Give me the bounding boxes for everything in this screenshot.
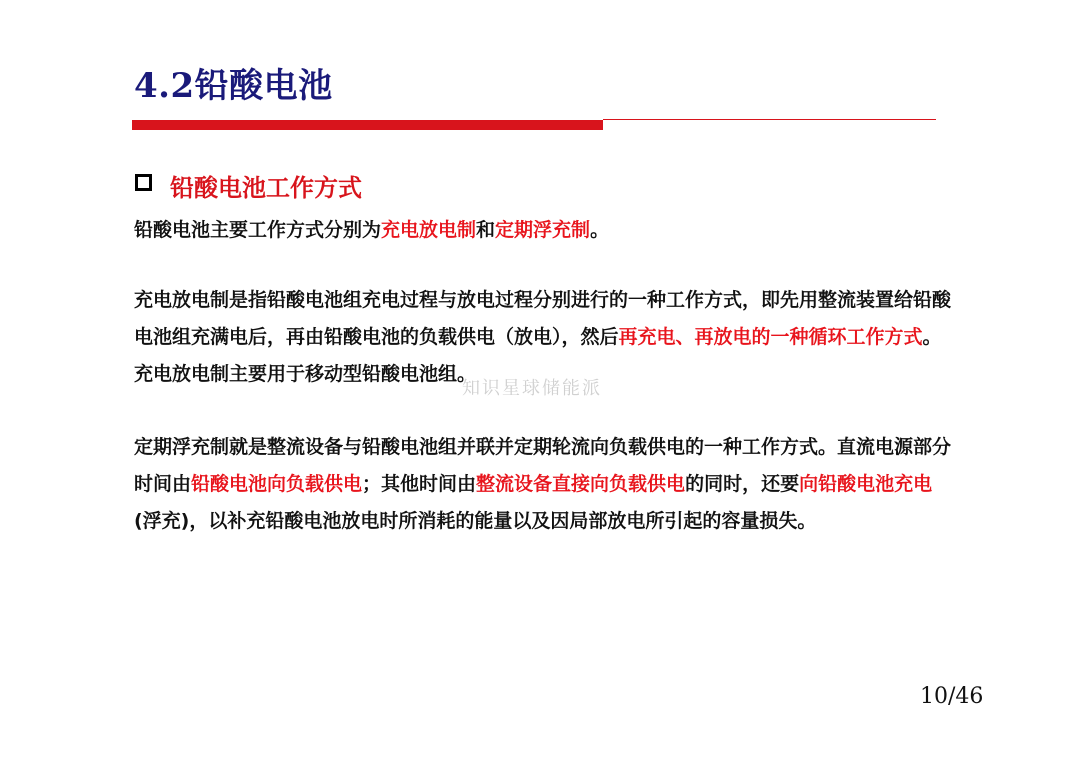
text-segment: 定期浮充制就是整流设备与铅酸电池组并联并定期轮流向负载供电的一种工作方式。直流电源部分时间由 [134,436,952,495]
highlight-segment: 定期浮充制 [495,219,591,241]
highlight-segment: 向铅酸电池充电 [799,473,933,495]
page-number: 10/46 [920,684,984,709]
watermark: 知识星球储能派 [462,378,602,399]
paragraph-float-charge [134,429,954,540]
highlight-segment: 铅酸电池向负载供电 [191,473,363,495]
title-underline-thin [603,119,936,120]
highlight-segment: 充电放电制 [381,219,477,241]
text-segment: 的同时，还要 [685,473,800,495]
title-underline-thick [132,120,603,130]
highlight-segment: 整流设备直接向负载供电 [476,473,686,495]
section-heading-text: 铅酸电池工作方式 [170,174,362,202]
section-heading [135,168,362,203]
text-segment: 铅酸电池主要工作方式分别为 [134,219,382,241]
hollow-square-icon [135,174,152,191]
text-segment: 。 [590,219,610,241]
highlight-segment: 再充电、再放电的一种循环工作方式 [618,326,923,348]
text-segment: ；其他时间由 [362,473,477,495]
paragraph-intro [134,212,954,249]
text-segment: 充电放电制是指铅酸电池组充电过程与放电过程分别进行的一种工作方式，即先用整流装置给铅酸电池组充满电后，再由铅酸电池的负载供电（放电），然后 [134,289,952,348]
slide-title: 4.2铅酸电池 [134,66,333,106]
text-segment: 。充电放电制主要用于移动型铅酸电池组。 [134,326,942,385]
text-segment: (浮充)，以补充铅酸电池放电时所消耗的能量以及因局部放电所引起的容量损失。 [134,510,817,532]
text-segment: 和 [476,219,496,241]
